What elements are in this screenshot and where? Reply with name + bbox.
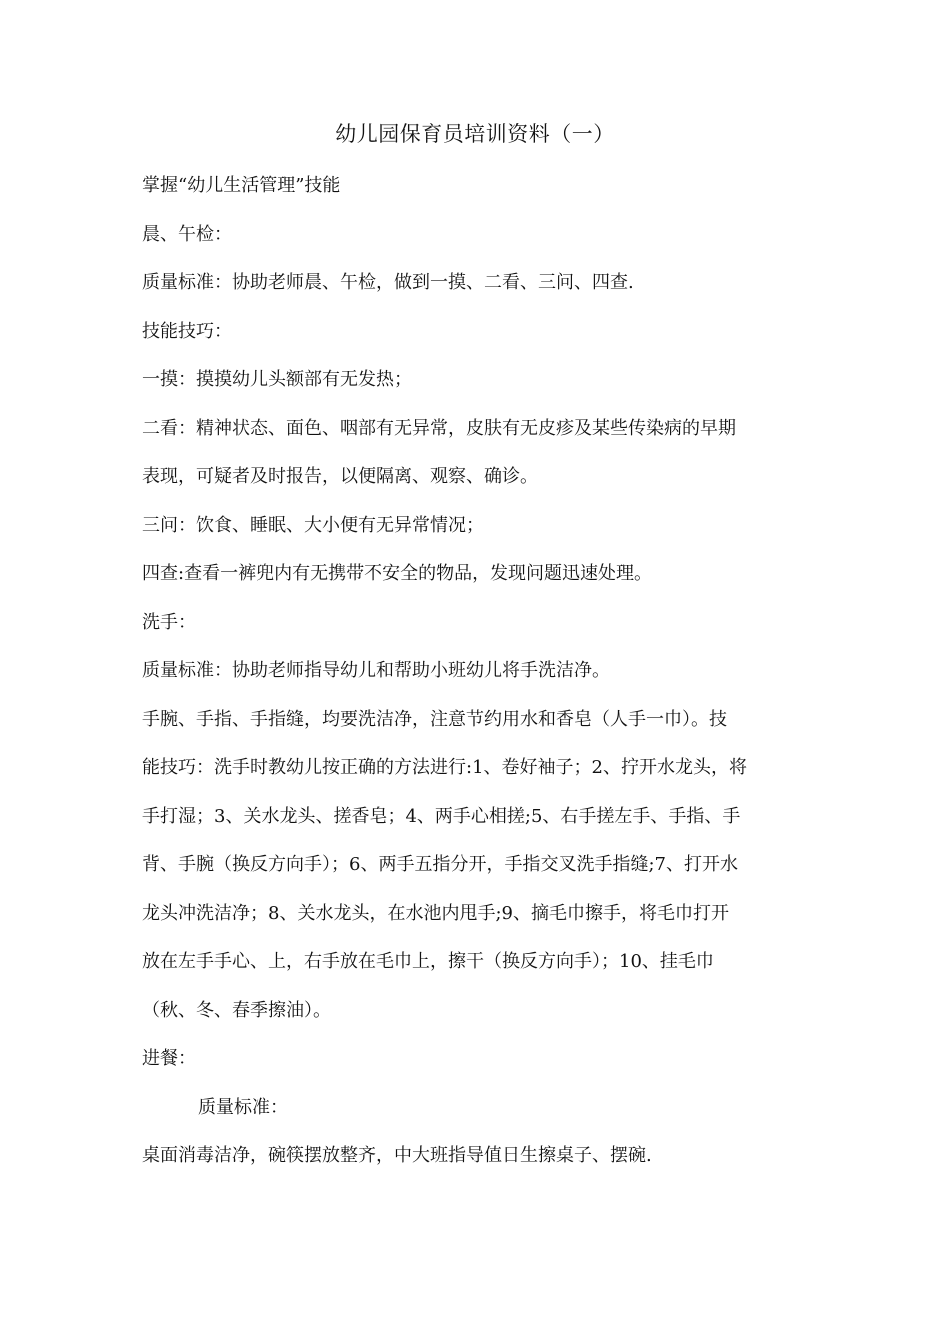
paragraph-line: 一摸：摸摸幼儿头额部有无发热； — [142, 369, 412, 390]
section-heading-techniques: 技能技巧： — [142, 320, 232, 342]
document-body — [142, 162, 818, 1181]
section-heading-handwashing: 洗手： — [142, 611, 196, 633]
quality-standard-label: 质量标准： — [198, 1096, 288, 1118]
paragraph-line: 龙头冲洗洁净；8、关水龙头，在水池内甩手;9、摘毛巾擦手，将毛巾打开 — [142, 902, 729, 924]
paragraph-line: 放在左手手心、上，右手放在毛巾上，擦干（换反方向手）；10、挂毛巾 — [142, 951, 714, 972]
section-heading-skills: 掌握“幼儿生活管理”技能 — [142, 175, 341, 196]
paragraph-line: 二看：精神状态、面色、咽部有无异常，皮肤有无皮疹及某些传染病的早期 — [142, 417, 736, 439]
paragraph-line: 桌面消毒洁净，碗筷摆放整齐，中大班指导值日生擦桌子、摆碗. — [142, 1145, 652, 1166]
paragraph-line: 手打湿；3、关水龙头、搓香皂；4、两手心相搓;5、右手搓左手、手指、手 — [142, 805, 741, 827]
section-heading-morning-check: 晨、午检： — [142, 223, 232, 245]
paragraph-line: 四查:查看一裤兜内有无携带不安全的物品，发现问题迅速处理。 — [142, 563, 653, 584]
paragraph-line: （秋、冬、春季擦油）。 — [142, 999, 331, 1021]
document-title: 幼儿园保育员培训资料（一） — [335, 122, 615, 146]
paragraph-line: 质量标准：协助老师指导幼儿和帮助小班幼儿将手洗洁净。 — [142, 660, 610, 681]
paragraph-line: 背、手腕（换反方向手）；6、两手五指分开，手指交叉洗手指缝;7、打开水 — [142, 854, 738, 875]
section-heading-meals: 进餐： — [142, 1048, 196, 1069]
paragraph-line: 能技巧：洗手时教幼儿按正确的方法进行:1、卷好袖子；2、拧开水龙头，将 — [142, 757, 747, 778]
paragraph-line: 手腕、手指、手指缝，均要洗洁净，注意节约用水和香皂（人手一巾）。技 — [142, 708, 727, 730]
paragraph-line: 表现，可疑者及时报告，以便隔离、观察、确诊。 — [142, 466, 538, 487]
paragraph-line: 质量标准：协助老师晨、午检，做到一摸、二看、三问、四查. — [142, 272, 634, 293]
paragraph-line: 三问：饮食、睡眠、大小便有无异常情况； — [142, 514, 484, 536]
